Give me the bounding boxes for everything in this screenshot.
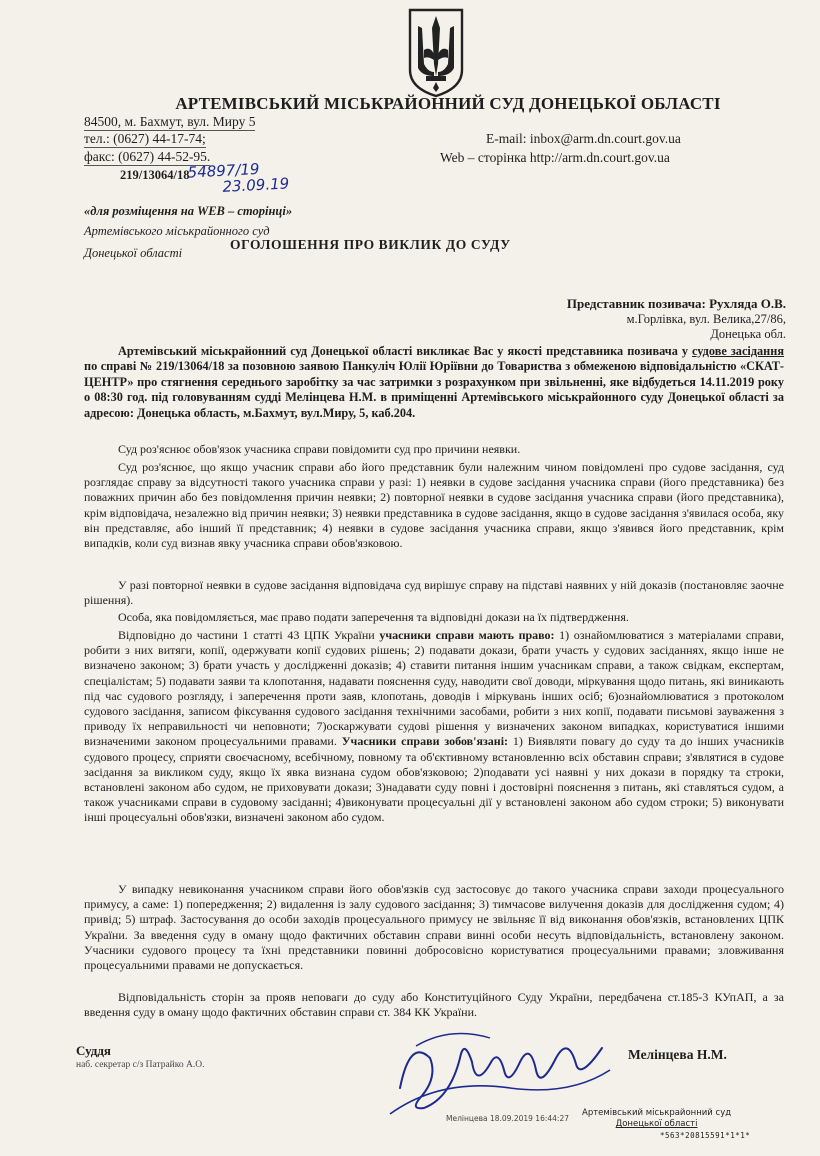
ukraine-trident-emblem-icon	[404, 6, 468, 98]
repeated-absence-paragraph: У разі повторної неявки в судове засідання відповідача суд вирішує справу на підставі наявних у ній доказів (постановляє заочне рішення).	[84, 578, 784, 608]
summons-text-start: Артемівський міськрайонний суд Донецької області викликає Вас у якості представника позивача у	[118, 344, 693, 358]
right-to-object-paragraph: Особа, яка повідомляється, має право подати заперечення та відповідні докази на їх підтвердження.	[118, 610, 629, 624]
summons-paragraph	[84, 344, 784, 421]
absence-consequences-paragraph: Суд роз'яснює, що якщо учасник справи або його представник були належним чином повідомлені про судове засідання, суд розглядає справу за відсутності такого учасника справи у разі: 1) неявки в судове засідання учасника справи (його представника) без поважних причин або без повідомлення причин неявки; 2) повторної неявки в судове засідання учасника справи (його представника), крім відповідача, незалежно від причин неявки; 3) неявки представника в судове засідання, якщо в судове засідання з'явилася особа, яку він представляє, або інший її представник; 4) неявки в судове засідання учасника справи, якщо з'явився його представник, крім випадків, коли суд визнав явку учасника справи обов'язковою.	[84, 460, 784, 551]
court-fax: факс: (0627) 44-52-95.	[84, 149, 211, 164]
court-email: E-mail: inbox@arm.dn.court.gov.ua	[486, 131, 681, 146]
rights-heading: учасники справи мають право:	[379, 628, 555, 642]
electronic-stamp-datetime: Мелінцева 18.09.2019 16:44:27	[446, 1114, 569, 1123]
court-stamp-line2: Донецької області	[615, 1119, 698, 1129]
case-number: 219/13064/18	[120, 168, 190, 182]
liability-paragraph: Відповідальність сторін за прояв неповаги до суду або Конституційного Суду України, передбачена ст.185-3 КУпАП, а за введення суду в оману щодо фактичних обставин справи ст. 384 КК України.	[84, 990, 784, 1020]
typist-note: наб. секретар с/з Патрайко А.О.	[76, 1060, 205, 1070]
rights-and-duties-paragraph	[84, 628, 784, 826]
representative-address-line1: м.Горлівка, вул. Велика,27/86,	[626, 312, 786, 326]
handwritten-note-number: 54897/19	[187, 159, 260, 182]
court-name-heading: АРТЕМІВСЬКИЙ МІСЬКРАЙОННИЙ СУД ДОНЕЦЬКОЇ ОБЛАСТІ	[175, 94, 721, 113]
placement-region-line: Донецької області	[84, 246, 183, 260]
judge-name: Мелінцева Н.М.	[628, 1047, 727, 1062]
court-stamp-line1: Артемівський міськрайонний суд	[582, 1108, 732, 1118]
summons-text-end: по справі № 219/13064/18 за позовною заявою Панкуліч Юлії Юріївни до Товариства з обмеженою відповідальністю «СКАТ-ЦЕНТР» про стягнення середнього заробітку за час затримки з розрахунком при звільненні, яке відбудеться 14.11.2019 року о 08:30 год. під головуванням судді Мелінцева Н.М. в приміщенні Артемівського міськрайонного суду Донецької області за адресою: Донецька область, м.Бахмут, вул.Миру, 5, каб.204.	[84, 359, 784, 420]
court-website: Web – сторінка http://arm.dn.court.gov.ua	[440, 150, 670, 165]
placement-court-line: Артемівського міськрайонного суд	[84, 224, 270, 238]
court-phone: тел.: (0627) 44-17-74;	[84, 131, 206, 146]
handwritten-registration-note	[187, 159, 289, 196]
procedural-coercion-paragraph: У випадку невиконання учасником справи його обов'язків суд застосовує до такого учасника справи заходи процесуального примусу, а саме: 1) попередження; 2) видалення із залу судового засідання; 3) тимчасове вилучення доказів для дослідження судом; 4) привід; 5) штраф. Застосування до особи заходів процесуального примусу не звільняє її від виконання обов'язків, встановлених ЦПК України. За введення суду в оману щодо фактичних обставин справи винні особи несуть відповідальність, встановлену законом. Учасники судового процесу та їхні представники повинні добросовісно користуватися процесуальними правами; зловживання процесуальними правами не допускається.	[84, 882, 784, 973]
court-stamp	[582, 1108, 731, 1130]
duty-to-report-absence-paragraph: Суд роз'яснює обов'язок учасника справи повідомити суд про причини неявки.	[118, 442, 521, 456]
duties-list: 1) Виявляти повагу до суду та до інших учасників судового процесу, сприяти своєчасному, всебічному, повному та об'єктивному встановленню всіх обставин справи; з'являтися в судове засідання за викликом суду, якщо їх явка визнана судом обов'язковою; 2)подавати усі наявні у них докази в порядку та строки, встановлені законом або судом, не приховувати докази; 3)надавати суду повні і достовірні пояснення з питань, які ставляться судом, а також учасниками справи в судовому засіданні; 4)виконувати процесуальні дії у встановлені законом або судом строки; 5) виконувати інші процесуальні обов'язки, визначені законом або судом.	[84, 734, 784, 825]
representative-address	[627, 312, 786, 342]
notice-title: ОГОЛОШЕННЯ ПРО ВИКЛИК ДО СУДУ	[230, 237, 511, 252]
duties-heading: Учасники справи зобов'язані:	[341, 734, 509, 749]
handwritten-note-date: 23.09.19	[221, 174, 290, 196]
rights-intro: Відповідно до частини 1 статті 43 ЦПК України	[118, 628, 380, 642]
representative-address-line2: Донецька обл.	[710, 327, 786, 341]
representative-name: Представник позивача: Рухляда О.В.	[566, 296, 786, 311]
court-address: 84500, м. Бахмут, вул. Миру 5	[84, 114, 256, 129]
web-placement-note: «для розміщення на WEB – сторінці»	[84, 204, 293, 218]
judge-label: Суддя	[76, 1043, 111, 1058]
rights-list: 1) ознайомлюватися з матеріалами справи, робити з них витяги, копії, одержувати копії судових рішень; 2) подавати докази, брати участь у судових засіданнях, якщо інше не визначено законом; 3) брати участь у дослідженні доказів; 4) ставити питання іншим учасникам справи, а також свідкам, експертам, спеціалістам; 5) подавати заяви та клопотання, надавати пояснення суду, наводити свої доводи, міркування щодо питань, які виникають під час судового розгляду, і заперечення проти заяв, клопотань, доводів і міркувань інших осіб; 6)ознайомлюватися з протоколом судового засідання, записом фіксування судового засідання технічними засобами, робити з них копії, подавати письмові зауваження з приводу їх неправильності чи неповноти; 7)оскаржувати судові рішення у визначених законом випадках, користуватися іншими визначеними законом процесуальними правами.	[84, 628, 785, 749]
summons-hearing-underlined: судове засідання	[692, 344, 785, 358]
document-barcode-text: *563*20815591*1*1*	[660, 1131, 751, 1140]
